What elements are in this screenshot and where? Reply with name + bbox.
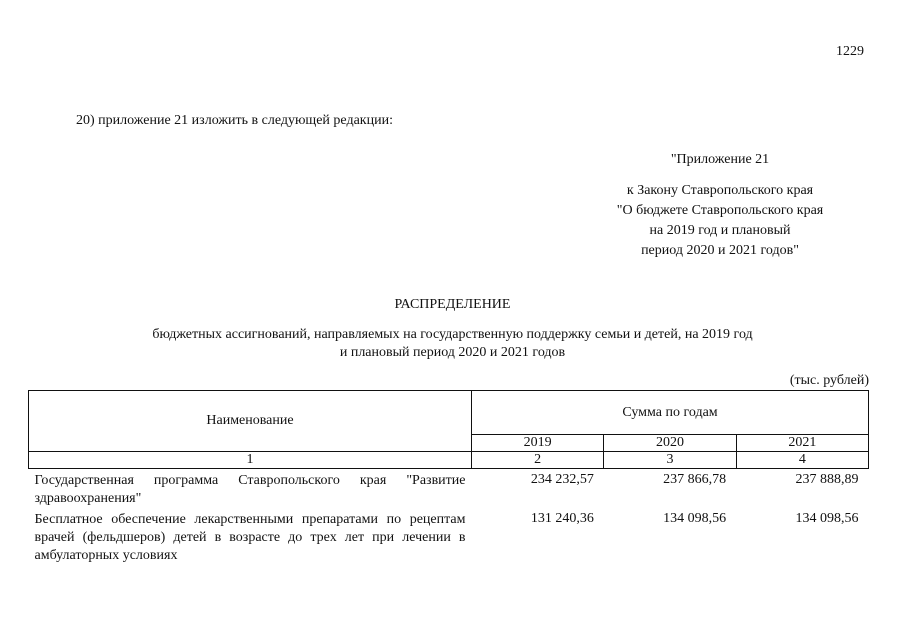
row-value: 234 232,57 <box>530 472 594 487</box>
document-subheading <box>60 326 845 362</box>
appendix-title: "Приложение 21 <box>670 152 770 167</box>
table-header-row <box>29 391 869 435</box>
column-number: 4 <box>736 452 868 469</box>
header-year: 2020 <box>604 435 736 452</box>
header-year: 2021 <box>736 435 868 452</box>
row-value: 131 240,36 <box>530 511 594 526</box>
row-value: 237 866,78 <box>663 472 727 487</box>
appendix-line: к Закону Ставропольского края <box>626 183 814 198</box>
appendix-line: "О бюджете Ставропольского края <box>616 203 824 218</box>
table-row <box>29 469 869 509</box>
appendix-block <box>600 150 840 261</box>
column-number: 3 <box>604 452 736 469</box>
table-column-numbers-row <box>29 452 869 469</box>
units-label: (тыс. рублей) <box>789 373 869 388</box>
document-heading: РАСПРЕДЕЛЕНИЕ <box>394 297 511 312</box>
row-name: Государственная программа Ставропольского края "Развитие здравоохранения" <box>34 473 466 506</box>
subheading-line: и плановый период 2020 и 2021 годов <box>339 345 566 360</box>
column-number: 2 <box>472 452 604 469</box>
row-value: 134 098,56 <box>795 511 859 526</box>
row-value: 237 888,89 <box>795 472 859 487</box>
row-value: 134 098,56 <box>663 511 727 526</box>
header-name: Наименование <box>29 391 472 452</box>
row-name: Бесплатное обеспечение лекарственными препаратами по рецептам врачей (фельдшеров) детей в возрасте до трех лет при лечении в амбулаторных условиях <box>34 512 466 563</box>
appendix-line: период 2020 и 2021 годов" <box>641 243 799 258</box>
column-number: 1 <box>29 452 472 469</box>
header-sum-by-years: Сумма по годам <box>472 391 869 435</box>
subheading-line: бюджетных ассигнований, направляемых на государственную поддержку семьи и детей, на 2019 год <box>152 327 753 342</box>
page-number: 1229 <box>836 44 864 59</box>
header-year: 2019 <box>472 435 604 452</box>
appendix-line: на 2019 год и плановый <box>649 223 791 238</box>
budget-table <box>28 390 869 565</box>
amendment-text: 20) приложение 21 изложить в следующей редакции: <box>76 113 393 128</box>
table-row <box>29 508 869 565</box>
